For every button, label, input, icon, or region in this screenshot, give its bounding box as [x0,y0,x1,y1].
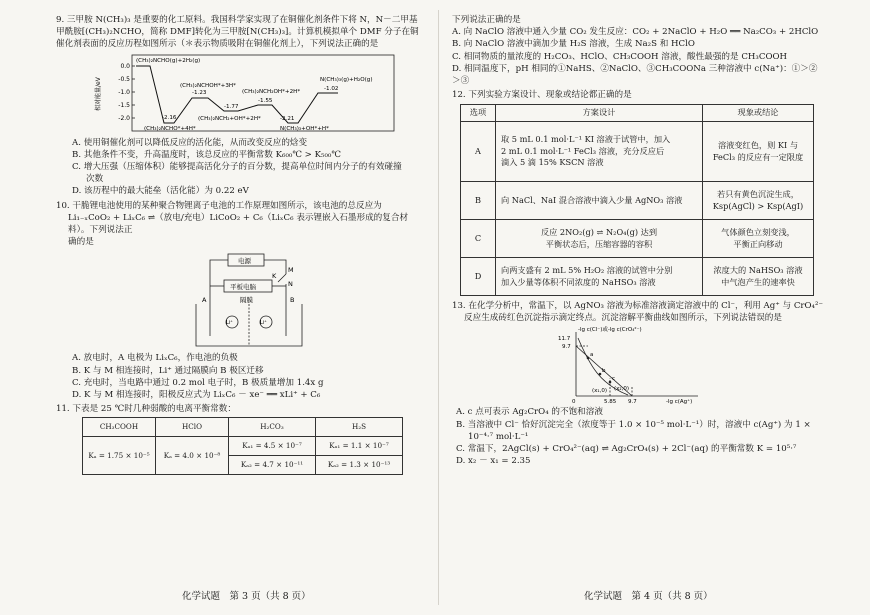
table-header: HClO [156,418,229,437]
q10-label-a: A [202,296,207,305]
q9-option-d: D. 该历程中的最大能垒（活化能）为 0.22 eV [72,186,249,197]
table-cell: B [461,182,496,220]
table-cell: Kₐ = 4.0 × 10⁻⁸ [156,437,229,475]
q11-option-d: D. 相同温度下，pH 相同的①NaHS、②NaClO、③CH₃COONa 三种溶液中 c(Na⁺)：①＞②＞③ [452,63,818,87]
cell-line: 中气泡产生的速率快 [721,276,795,287]
left-page [56,14,426,478]
table-cell [703,182,814,220]
q13-ylabel: -lg c(Cl⁻)或-lg c(CrO₄²⁻) [578,327,642,334]
q9-option-a: A. 使用铜催化剂可以降低反应的活化能，从而改变反应的焓变 [72,137,308,148]
q9-label: -1.77 [224,103,239,110]
q9-label: -2.21 [280,115,295,122]
q9-label: N(CH₃)₃+OH*+H* [280,125,329,132]
q13-option-b: B. 当溶液中 Cl⁻ 恰好沉淀完全（浓度等于 1.0 × 10⁻⁵ mol·L⁻¹）时，溶液中 c(Ag⁺) 为 1 × [456,419,811,430]
q9-label: N(CH₃)₃(g)+H₂O(g) [320,76,373,83]
q13-stem: 13. 在化学分析中，常温下，以 AgNO₃ 溶液为标准溶液滴定溶液中的 Cl⁻，利用 Ag⁺ 与 CrO₄²⁻ [452,301,823,312]
table-header: 选项 [461,105,496,122]
table-row [461,258,814,296]
q9-energy-svg [92,53,402,135]
cell-line: 若只有黄色沉淀生成， [717,188,799,199]
cell-line: 取 5 mL 0.1 mol·L⁻¹ KI 溶液于试管中，加入 [501,134,671,145]
cell-line: 溶液变红色，则 KI 与 [717,139,799,150]
q10-stem-eq: Li₁₋ₓCoO₂ + LiₓC₆ ⇌（放电/充电）LiCoO₂ + C₆（LiₓC₆ 表示锂嵌入石墨形成的复合材料）。下列说法正 [68,212,409,236]
q13-point-c [609,381,612,384]
table-cell [496,220,703,258]
q13-xtick: 9.7 [628,399,637,405]
table-cell [703,122,814,182]
q9-label: (CH₃)₂NCH₂OH*+2H* [242,88,301,95]
table-header: CH₃COOH [83,418,156,437]
q12-experiment-table [460,104,814,296]
q13-ytick: 11.7 [558,336,571,343]
q9-label: (CH₃)₂NCH₂+OH*+2H* [198,115,261,122]
q11-lead: 下列说法正确的是 [452,15,521,25]
q13-point-label: (x₂,0) [614,386,629,393]
q9-ytick: -2.0 [118,114,130,122]
q9-ytick: 0.0 [120,62,130,70]
q9-label: -1.55 [258,97,273,104]
cell-line: 平衡状态后，压缩容器的容积 [545,238,653,249]
q13-point-label: a [590,352,594,359]
table-header: H₂S [316,418,403,437]
table-cell: Kₐ₁ = 4.5 × 10⁻⁷ [229,437,316,456]
right-page [452,14,824,467]
q13-xlabel: -lg c(Ag⁺) [666,399,693,405]
q11-option-c: C. 相同物质的量浓度的 H₂CO₃、HClO、CH₃COOH 溶液，酸性最强的是 CH₃COOH [452,51,788,62]
q10-label-li: Li⁺ [260,320,267,327]
q11-option-a: A. 向 NaClO 溶液中通入少量 CO₂ 发生反应：CO₂ + 2NaClO + H₂O ══ Na₂CO₃ + 2HClO [452,27,819,38]
q10-option-a: A. 放电时，A 电极为 LiₓC₆，作电池的负极 [72,353,238,364]
table-cell: Kₐ = 1.75 × 10⁻⁵ [83,437,156,475]
table-header: 方案设计 [496,105,703,122]
q13-solubility-chart [548,326,708,404]
q9-label: (CH₃)₂NCHO*+4H* [144,125,196,132]
page-divider [438,10,439,605]
cell-line: 浓度大的 NaHSO₃ 溶液 [713,264,803,275]
q11-acid-table [82,417,403,475]
q13-point-a [587,357,590,360]
table-cell [703,220,814,258]
q9-label: -1.23 [192,89,207,96]
q10-label-li: Li⁺ [226,320,233,327]
table-cell: C [461,220,496,258]
q9-option-b: B. 其他条件不变，升高温度时，该总反应的平衡常数 K₆₀₀℃ > K₅₀₀℃ [72,149,341,160]
q13-option-b-cont: 10⁻⁴·⁷ mol·L⁻¹ [468,431,529,442]
q10-label-power: 电源 [238,257,251,266]
q9-ytick: -1.5 [118,101,130,109]
table-cell: D [461,258,496,296]
q10-option-c: C. 充电时，当电路中通过 0.2 mol 电子时，B 极质量增加 1.4x g [72,377,324,388]
q9-label: (CH₃)₂NCHO(g)+2H₂(g) [136,57,201,64]
q10-option-d: D. K 与 M 相连接时，阳极反应式为 LiₓC₆ － xe⁻ ══ xLi⁺ + C₆ [72,390,321,401]
table-cell: Kₐ₁ = 1.1 × 10⁻⁷ [316,437,403,456]
q12-stem: 12. 下列实验方案设计、现象或结论都正确的是 [452,90,632,101]
q13-option-a: A. c 点可表示 Ag₂CrO₄ 的不饱和溶液 [456,407,603,418]
left-page-footer: 化学试题 第 3 页（共 8 页） [182,591,311,602]
right-page-footer: 化学试题 第 4 页（共 8 页） [584,591,713,602]
table-cell: Kₐ₂ = 4.7 × 10⁻¹¹ [229,456,316,475]
q9-label: -1.02 [324,85,339,92]
table-header: H₂CO₃ [229,418,316,437]
cell-line: Ksp(AgCl) > Ksp(AgI) [712,200,804,211]
q9-stem: 9. 三甲胺 N(CH₃)₃ 是重要的化工原料。我国科学家实现了在铜催化剂条件下将 N，N－二甲基甲酰胺[(CH₃)₂NCHO，简称 DMF]转化为三甲胺[N(CH₃)₃]。计算机模拟单个 DMF 分子在铜催化剂表面的反应历程如图所示（＊表示物质吸附在铜催化剂上），下列说法正确的是 [56,15,419,50]
table-row [461,122,814,182]
q13-stem-cont: 反应生成砖红色沉淀指示滴定终点。沉淀溶解平衡曲线如图所示，下列说法错误的是 [464,313,782,324]
q9-label: (CH₃)₂NCHOH*+3H* [180,82,236,89]
q10-label-tablet: 平板电脑 [230,283,256,292]
table-cell [703,258,814,296]
q9-option-c-cont: 次数 [86,174,104,185]
q13-point-label: (x₁,0) [592,388,607,395]
q13-point-b [599,373,602,376]
table-cell [496,258,703,296]
q10-label-separator: 隔膜 [240,296,253,305]
table-cell [496,182,703,220]
q9-ylabel: 相对能量/eV [95,76,102,111]
q10-label-m: M [288,266,294,275]
q10-label-k: K [272,272,277,281]
table-row [83,437,403,456]
table-row [461,220,814,258]
q9-ytick: -1.0 [118,88,130,96]
q13-ytick: 9.7 [562,344,571,351]
table-row [461,182,814,220]
q10-option-b: B. K 与 M 相连接时，Li⁺ 通过隔膜向 B 极区迁移 [72,365,264,376]
table-cell: A [461,122,496,182]
q13-xtick: 5.85 [604,399,617,405]
table-row [461,105,814,122]
table-cell: Kₐ₂ = 1.3 × 10⁻¹³ [316,456,403,475]
q11-option-b: B. 向 NaClO 溶液中滴加少量 H₂S 溶液，生成 Na₂S 和 HClO [452,39,695,50]
cell-line: 平衡正向移动 [733,238,783,249]
cell-line: 反应 2NO₂(g) ⇌ N₂O₄(g) 达到 [540,226,658,237]
q11-stem: 11. 下表是 25 ℃时几种弱酸的电离平衡常数： [56,404,236,415]
q10-battery-svg [186,250,316,350]
q10-stem-end: 确的是 [68,237,94,248]
q13-option-c: C. 常温下，2AgCl(s) + CrO₄²⁻(aq) ⇌ Ag₂CrO₄(s) + 2Cl⁻(aq) 的平衡常数 K = 10⁵·⁷ [456,444,797,455]
cell-line: 滴入 5 滴 15% KSCN 溶液 [501,157,604,168]
q13-xtick: 0 [572,399,576,405]
q10-label-b: B [290,296,295,305]
q13-option-d: D. x₂ － x₁ = 2.35 [456,456,531,467]
cell-line: 加入少量等体积不同浓度的 NaHSO₃ 溶液 [501,276,656,287]
q9-option-c: C. 增大压强（压缩体积）能够提高活化分子的百分数，提高单位时间内分子的有效碰撞 [72,162,402,173]
q9-label: -2.16 [162,114,177,121]
q9-energy-diagram [92,53,402,135]
table-header: 现象或结论 [703,105,814,122]
q13-point-label: c [612,376,616,383]
q9-ytick: -0.5 [118,75,130,83]
table-row [83,418,403,437]
q10-stem: 10. 干脆锂电池使用的某种聚合物锂离子电池的工作原理如图所示，该电池的总反应为 [56,200,382,211]
cell-line: 气体颜色立刻变浅， [721,226,795,237]
cell-line: FeCl₃ 的反应有一定限度 [712,151,804,162]
cell-line: 向两支盛有 2 mL 5% H₂O₂ 溶液的试管中分别 [501,264,673,275]
q13-point-label: b [602,368,606,375]
cell-line: 向 NaCl、NaI 混合溶液中滴入少量 AgNO₃ 溶液 [501,194,683,205]
q10-battery-diagram [186,250,316,350]
table-cell [496,122,703,182]
cell-line: 2 mL 0.1 mol·L⁻¹ FeCl₃ 溶液，充分反应后 [501,145,665,156]
q13-chart-svg [548,326,708,404]
q10-label-n: N [288,280,293,289]
